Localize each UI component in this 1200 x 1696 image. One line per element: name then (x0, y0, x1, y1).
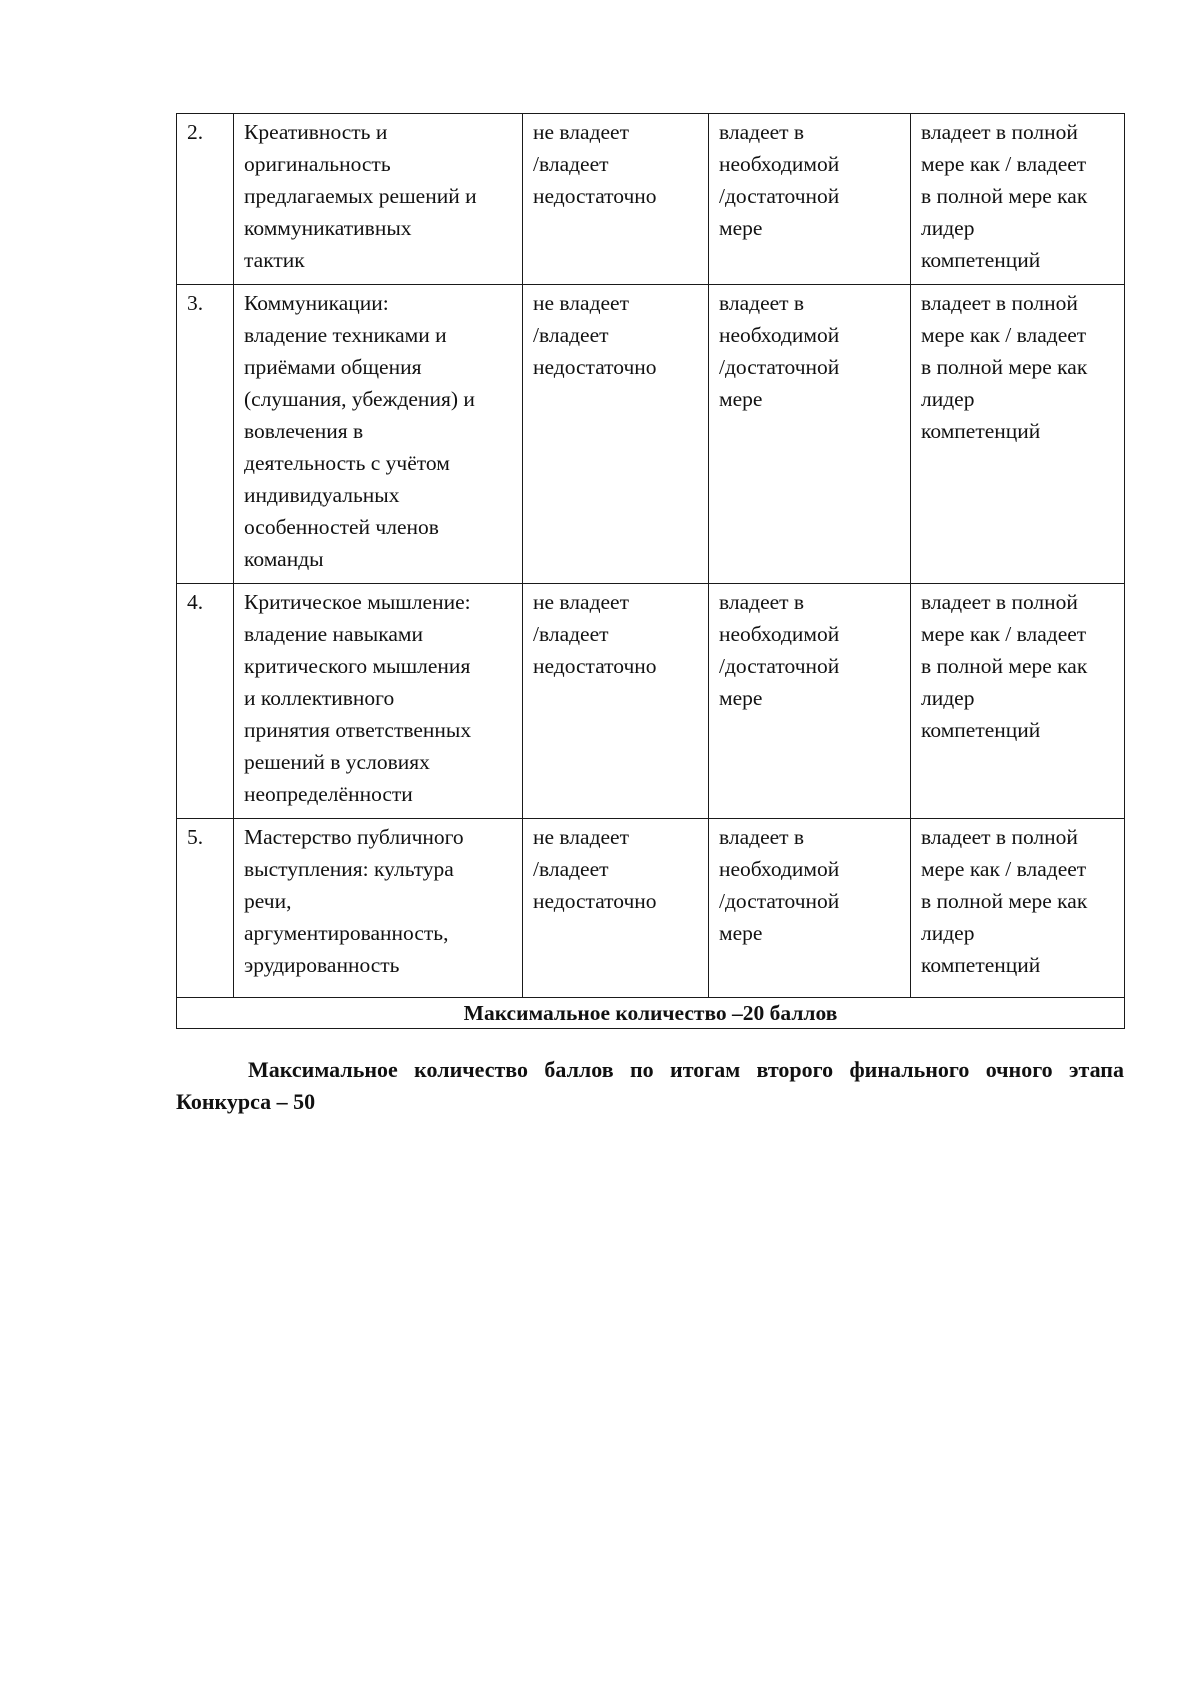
criterion-cell: Коммуникации: владение техниками и приёмами общения (слушания, убеждения) и вовлечения в деятельность с учётом индивидуальных особенностей членов команды (234, 285, 523, 584)
table-total-row (177, 998, 1125, 1029)
table-row (177, 114, 1125, 285)
row-number: 2. (177, 114, 234, 285)
max-points-total: Максимальное количество –20 баллов (177, 998, 1125, 1029)
level-high-cell: владеет в полной мере как / владеет в полной мере как лидер компетенций (911, 285, 1125, 584)
row-number: 3. (177, 285, 234, 584)
criterion-cell: Мастерство публичного выступления: культура речи, аргументированность, эрудированность (234, 819, 523, 998)
level-low-cell: не владеет /владеет недостаточно (523, 114, 709, 285)
row-number: 5. (177, 819, 234, 998)
level-mid-cell: владеет в необходимой /достаточной мере (709, 819, 911, 998)
level-low-cell: не владеет /владеет недостаточно (523, 584, 709, 819)
level-low-cell: не владеет /владеет недостаточно (523, 819, 709, 998)
criterion-cell: Критическое мышление: владение навыками критического мышления и коллективного принятия ответственных решений в условиях неопределённости (234, 584, 523, 819)
criterion-cell: Креативность и оригинальность предлагаемых решений и коммуникативных тактик (234, 114, 523, 285)
level-high-cell: владеет в полной мере как / владеет в полной мере как лидер компетенций (911, 114, 1125, 285)
row-number: 4. (177, 584, 234, 819)
level-low-cell: не владеет /владеет недостаточно (523, 285, 709, 584)
table-row (177, 819, 1125, 998)
level-mid-cell: владеет в необходимой /достаточной мере (709, 114, 911, 285)
table-row (177, 285, 1125, 584)
level-high-cell: владеет в полной мере как / владеет в полной мере как лидер компетенций (911, 584, 1125, 819)
level-mid-cell: владеет в необходимой /достаточной мере (709, 285, 911, 584)
table-row (177, 584, 1125, 819)
summary-paragraph (176, 1054, 1124, 1118)
level-mid-cell: владеет в необходимой /достаточной мере (709, 584, 911, 819)
evaluation-criteria-table (176, 113, 1125, 1029)
level-high-cell: владеет в полной мере как / владеет в полной мере как лидер компетенций (911, 819, 1125, 998)
summary-text: Максимальное количество баллов по итогам второго финального очного этапа Конкурса – 50 (176, 1057, 1124, 1114)
